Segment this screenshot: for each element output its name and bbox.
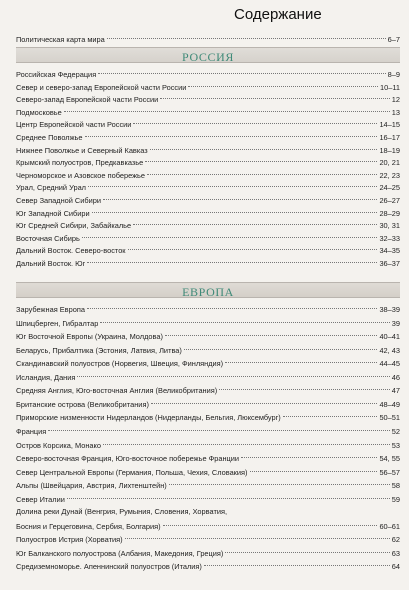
dot-leader [85,124,378,137]
toc-entry-title: Британские острова (Великобритания) [16,399,149,409]
toc-entry-title: Восточная Сибирь [16,233,80,243]
toc-entry-page: 24–25 [379,183,400,193]
toc-entry-page: 26–27 [379,196,400,205]
toc-entry-title: Крымский полуостров, Предкавказье [16,158,144,168]
toc-entry-page: 28–29 [379,208,400,218]
toc-entry-page: 47 [391,386,400,396]
toc-entry-title: Нижнее Поволжье и Северный Кавказ [16,145,148,155]
toc-entry-title: Дальний Восток. Юг [16,259,86,268]
dot-leader [103,432,390,445]
toc-entry-title: Урал, Средний Урал [16,183,86,193]
toc-entry-title: Север и северо-запад Европейской части России [16,82,187,92]
toc-entry-page: 62 [391,535,400,545]
dot-leader [92,200,378,213]
toc-entry-title: Северо-запад Европейской части России [16,95,159,105]
toc-entry-title: Альпы (Швейцария, Австрия, Лихтенштейн) [16,481,167,491]
dot-leader [125,526,390,539]
dot-leader [67,486,390,499]
toc-entry-page: 52 [391,426,400,436]
dot-leader [204,553,390,566]
toc-entry[interactable] [16,253,400,268]
dot-leader [100,310,389,323]
toc-entry-title: Остров Корсика, Монако [16,440,101,450]
toc-entry-title: Беларусь, Прибалтика (Эстония, Латвия, Литва) [16,345,182,355]
toc-entry[interactable] [16,556,400,572]
toc-entry-page: 13 [391,107,400,117]
toc-entry-title: Юг Восточной Европы (Украина, Молдова) [16,332,163,342]
dot-leader [165,323,378,336]
dot-leader [219,377,390,390]
dot-leader [145,149,377,162]
dot-leader [160,86,389,99]
toc-entry-title: Северо-восточная Франция, Юго-восточное побережье Франции [16,454,240,464]
page-title: Содержание [234,6,322,23]
toc-entry-title: Средиземноморье. Апеннинский полуостров (Италия) [16,562,202,572]
toc-entry-title: Юг Балканского полуострова (Албания, Македония, Греция) [16,548,224,558]
dot-leader [133,212,377,225]
dot-leader [229,499,398,511]
dot-leader [147,162,377,175]
toc-entry-title: Приморские низменности Нидерландов (Нидерланды, Бельгия, Люксембург) [16,413,281,423]
toc-entry-title: Исландия, Дания [16,372,76,382]
dot-leader [98,61,385,74]
toc-entry-title: Политическая карта мира [16,35,105,44]
dot-leader [87,250,377,263]
toc-entry-page: 14–15 [379,120,400,130]
dot-leader [133,111,377,124]
dot-leader [48,418,389,431]
toc-entry-title: Подмосковье [16,107,62,117]
toc-entry-title: Среднее Поволжье [16,133,83,142]
toc-entry-page: 34–35 [379,246,400,256]
dot-leader [107,26,386,39]
toc-entry-page: 32–33 [379,233,400,243]
toc-entry-page: 58 [391,481,400,491]
toc-entry-title: Черноморское и Азовское побережье [16,170,145,180]
toc-entry-page: 46 [391,372,400,382]
toc-entry-page: 36–37 [379,259,400,268]
dot-leader [188,74,378,87]
toc-entry[interactable] [16,29,400,44]
toc-entry-page: 60–61 [379,521,400,531]
toc-entry-title: Центр Европейской части России [16,120,132,130]
toc-entry-title: Юг Средней Сибири, Забайкалье [16,221,132,231]
dot-leader [184,337,378,350]
toc-entry-page: 12 [391,95,400,105]
toc-entry-page: 30, 31 [379,221,400,231]
toc-entry-title: Север Италии [16,494,65,504]
dot-leader [151,391,378,404]
toc-entry-page: 59 [391,494,400,504]
toc-entry-title: Долина реки Дунай (Венгрия, Румыния, Словения, Хорватия, [16,507,228,517]
dot-leader [225,540,389,553]
toc-entry-title: Шпицберген, Гибралтар [16,318,99,328]
dot-leader [169,472,390,485]
toc-entry-page: 56–57 [379,467,400,477]
dot-leader [88,174,377,187]
toc-entry-title: Дальний Восток. Северо-восток [16,246,126,256]
toc-entry-title: Зарубежная Европа [16,305,85,314]
toc-entry-title: Франция [16,426,47,436]
toc-entry-page: 48–49 [379,399,400,409]
toc-entry-title: Полуостров Истрия (Хорватия) [16,535,123,545]
toc-entry-page: 50–51 [379,413,400,423]
toc-entry-page: 63 [391,548,400,558]
dot-leader [77,364,389,377]
toc-entry-page: 64 [391,562,400,572]
dot-leader [250,459,378,472]
toc-entry-page: 44–45 [379,359,400,369]
toc-entry-page: 22, 23 [379,170,400,180]
toc-entry-page: 38–39 [379,305,400,314]
dot-leader [103,187,377,200]
toc-entry-page: 39 [391,318,400,328]
toc-entry-page: 18–19 [379,145,400,155]
section-heading: РОССИЯ [182,50,234,64]
toc-entry-page: 8–9 [387,70,400,79]
toc-entry-page: 54, 55 [379,454,400,464]
toc-entry-page: 53 [391,440,400,450]
dot-leader [128,237,378,250]
toc-entry-page: 42, 43 [379,345,400,355]
toc-entry-page: 16–17 [379,133,400,142]
toc-entry-title: Юг Западной Сибири [16,208,90,218]
toc-entry-title: Босния и Герцеговина, Сербия, Болгария) [16,521,161,531]
toc-entry-title: Север Центральной Европы (Германия, Польша, Чехия, Словакия) [16,467,248,477]
toc-entry-page: 6–7 [387,35,400,44]
dot-leader [163,513,378,526]
dot-leader [225,350,377,363]
toc-entry-title: Российская Федерация [16,70,97,79]
dot-leader [150,137,378,150]
section-heading: ЕВРОПА [182,285,234,299]
dot-leader [87,296,378,309]
toc-entry-page: 20, 21 [379,158,400,168]
toc-entry-title: Скандинавский полуостров (Норвегия, Швеция, Финляндия) [16,359,224,369]
dot-leader [82,225,378,238]
dot-leader [241,445,377,458]
toc-entry-title: Средняя Англия, Юго-восточная Англия (Великобритания) [16,386,218,396]
toc-entry-page: 40–41 [379,332,400,342]
toc-entry-title: Север Западной Сибири [16,196,102,205]
toc-entry-page: 10–11 [379,82,400,92]
dot-leader [64,99,390,112]
dot-leader [283,404,378,417]
